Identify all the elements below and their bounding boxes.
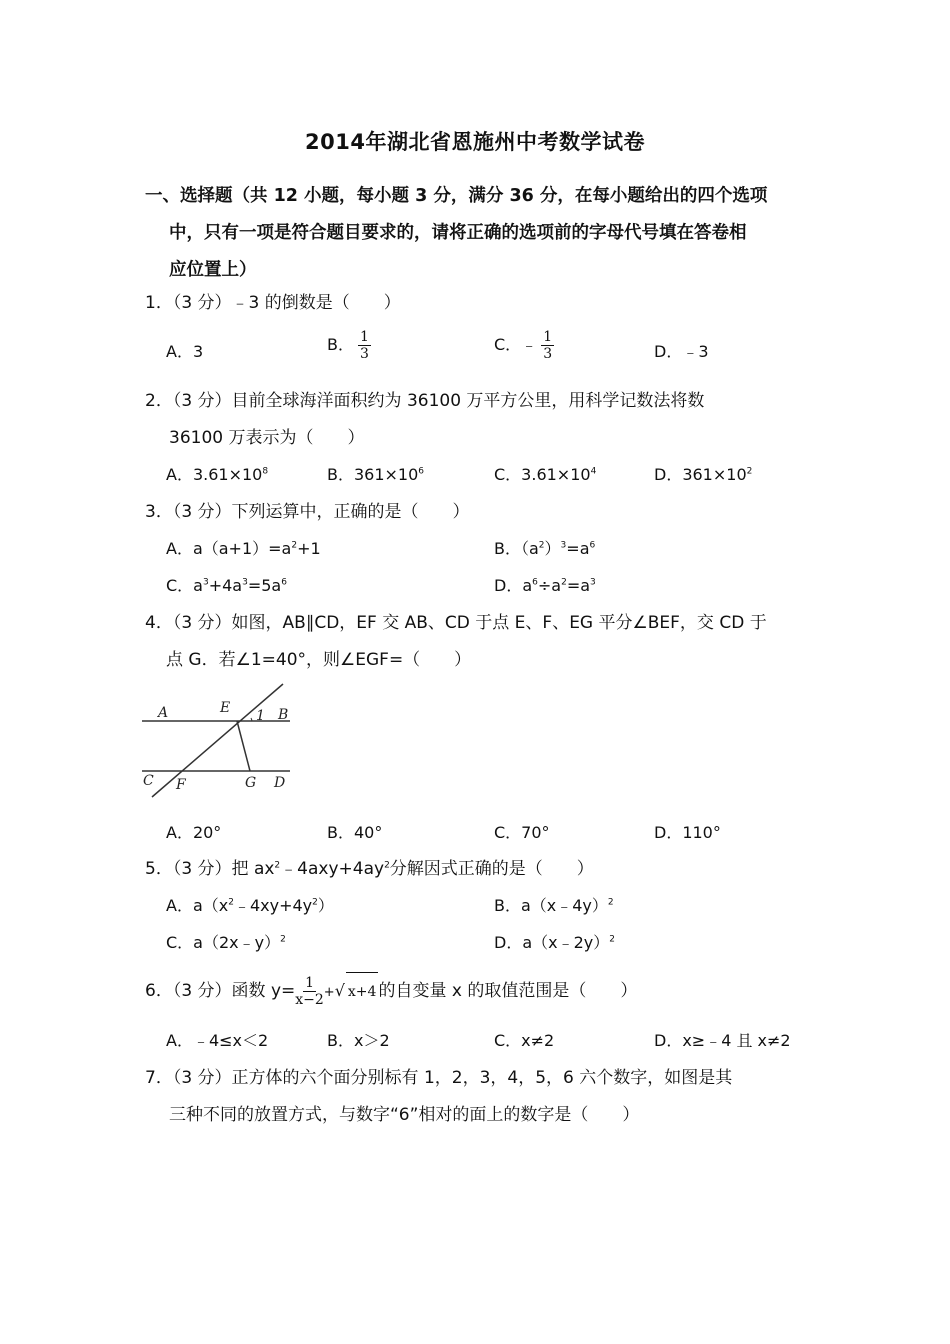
q4-option-b: B．40° xyxy=(327,823,383,842)
label-a: A xyxy=(158,705,169,721)
q2-option-a xyxy=(166,464,268,486)
q2-option-d xyxy=(654,464,752,486)
line-ef xyxy=(152,684,286,797)
q3-b-part: =a xyxy=(566,539,590,558)
q6-option-c: C．x≠2 xyxy=(494,1031,555,1050)
q5-stem-part: 5．（3 分）把 ax xyxy=(145,859,275,879)
q4-option-d: D．110° xyxy=(654,823,721,842)
q3-a-part: +1 xyxy=(297,539,321,558)
q3-d-part: =a xyxy=(566,576,591,595)
q3-c-part: +4a xyxy=(208,576,243,595)
q3-a-exponent: 2 xyxy=(291,540,298,551)
q3-d-exponent: 2 xyxy=(561,577,567,588)
q3-option-a xyxy=(166,538,321,560)
label-b: B xyxy=(278,707,289,723)
q3-b-exponent: 2 xyxy=(538,540,545,551)
parallel-lines-figure xyxy=(140,680,300,800)
label-e: E xyxy=(220,700,231,716)
q5-option-c xyxy=(166,932,286,954)
q5-b-exponent: 2 xyxy=(607,897,614,908)
q1-option-b-fraction xyxy=(358,330,371,361)
q5-c-exponent: 2 xyxy=(280,934,286,945)
q1-option-d: D．﹣3 xyxy=(654,342,709,361)
sqrt-icon: √ xyxy=(334,981,345,1000)
q5-stem-part: 分解因式正确的是（ ） xyxy=(389,859,594,879)
q5-a-part: ） xyxy=(317,896,334,915)
question-7-stem-line-1: 7．（3 分）正方体的六个面分别标有 1，2，3，4，5，6 六个数字，如图是其 xyxy=(145,1068,733,1088)
q1-option-c-prefix: C．﹣ xyxy=(494,335,538,354)
q3-b-part: ） xyxy=(544,539,561,558)
q2-b-exponent: 6 xyxy=(418,466,425,477)
q2-d-base: D．361×10 xyxy=(654,465,747,484)
q2-a-exponent: 8 xyxy=(262,466,269,477)
page-title: 2014年湖北省恩施州中考数学试卷 xyxy=(305,130,645,154)
q6-option-a: A．﹣4≤x＜2 xyxy=(166,1031,269,1050)
q5-a-part: A．a（x xyxy=(166,896,229,915)
q3-c-part: =5a xyxy=(247,576,282,595)
q5-stem-part: ﹣4axy+4ay xyxy=(280,859,385,879)
q5-b-part: B．a（x﹣4y） xyxy=(494,896,608,915)
q3-d-part: ÷a xyxy=(537,576,562,595)
question-2-stem-line-2: 36100 万表示为（ ） xyxy=(169,428,365,448)
question-3-stem: 3．（3 分）下列运算中，正确的是（ ） xyxy=(145,502,470,522)
section-line-1: 一、选择题（共 12 小题，每小题 3 分，满分 36 分，在每小题给出的四个选项 xyxy=(145,186,768,206)
q1-option-a: A．3 xyxy=(166,342,204,361)
q4-option-a: A．20° xyxy=(166,823,222,842)
q3-b-part: B．（a xyxy=(494,539,539,558)
q6-option-b: B．x＞2 xyxy=(327,1031,390,1050)
segment-eg xyxy=(237,721,250,771)
q5-stem-exponent: 2 xyxy=(274,860,281,871)
q3-c-exponent: 3 xyxy=(242,577,248,588)
q2-option-c xyxy=(494,464,596,486)
fraction-numerator: 1 xyxy=(359,329,369,345)
q3-c-exponent: 3 xyxy=(202,577,209,588)
q5-a-part: ﹣4xy+4y xyxy=(233,896,313,915)
q3-d-exponent: 3 xyxy=(590,577,596,588)
fraction-numerator: 1 xyxy=(543,329,553,345)
section-line-2: 中，只有一项是符合题目要求的，请将正确的选项前的字母代号填在答卷相 xyxy=(169,223,747,243)
q5-option-b xyxy=(494,895,614,917)
q5-option-d xyxy=(494,932,615,954)
section-heading xyxy=(145,178,810,289)
question-7-stem-line-2: 三种不同的放置方式，与数字“6”相对的面上的数字是（ ） xyxy=(169,1105,640,1125)
q2-b-base: B．361×10 xyxy=(327,465,419,484)
question-1-stem: 1．（3 分）﹣3 的倒数是（ ） xyxy=(145,293,401,313)
q6-stem-part: 6．（3 分）函数 y= xyxy=(145,981,296,1001)
q3-c-exponent: 6 xyxy=(281,577,287,588)
section-line-3: 应位置上） xyxy=(169,260,257,280)
q3-option-d xyxy=(494,575,596,597)
q2-a-base: A．3.61×10 xyxy=(166,465,263,484)
fraction-denominator: 3 xyxy=(359,346,369,362)
q3-d-exponent: 6 xyxy=(532,577,538,588)
q2-option-b xyxy=(327,464,424,486)
q3-option-b xyxy=(494,538,595,560)
q1-option-c xyxy=(494,330,554,361)
fraction-denominator: 3 xyxy=(543,346,553,362)
question-4-stem-line-1: 4．（3 分）如图，AB∥CD，EF 交 AB、CD 于点 E、F、EG 平分∠BEF，交 CD 于 xyxy=(145,613,767,633)
q5-d-part: D．a（x﹣2y） xyxy=(494,933,610,952)
q2-c-base: C．3.61×10 xyxy=(494,465,591,484)
q4-option-c: C．70° xyxy=(494,823,550,842)
q6-stem-part: 的自变量 x 的取值范围是（ ） xyxy=(378,981,638,1001)
q6-fraction xyxy=(295,976,324,1007)
label-d: D xyxy=(274,775,286,791)
q5-a-exponent: 2 xyxy=(312,897,318,908)
fraction-numerator: 1 xyxy=(305,974,314,991)
q3-b-exponent: 3 xyxy=(560,540,567,551)
q2-d-exponent: 2 xyxy=(746,466,753,477)
q3-d-part: D．a xyxy=(494,576,533,595)
q6-sqrt-body: x+4 xyxy=(346,972,379,1011)
q1-option-b-prefix: B． xyxy=(327,335,354,354)
q1-option-c-fraction xyxy=(541,330,554,361)
q6-plus-sign: + xyxy=(323,985,335,1000)
q2-c-exponent: 4 xyxy=(590,466,597,477)
q3-a-part: A．a（a+1）=a xyxy=(166,539,292,558)
fraction-denominator: x−2 xyxy=(295,991,324,1008)
q5-c-part: C．a（2x﹣y） xyxy=(166,933,281,952)
q3-c-part: C．a xyxy=(166,576,203,595)
q5-stem-exponent: 2 xyxy=(384,860,390,871)
label-1: 1 xyxy=(256,708,265,724)
question-5-stem xyxy=(145,858,594,880)
q5-a-exponent: 2 xyxy=(228,897,234,908)
q3-option-c xyxy=(166,575,287,597)
q5-d-exponent: 2 xyxy=(609,934,615,945)
label-c: C xyxy=(143,773,154,789)
label-f: F xyxy=(176,777,186,793)
question-4-stem-line-2: 点 G．若∠1=40°，则∠EGF=（ ） xyxy=(166,650,472,670)
q3-b-exponent: 6 xyxy=(589,540,596,551)
q6-option-d: D．x≥﹣4 且 x≠2 xyxy=(654,1031,791,1050)
question-2-stem-line-1: 2．（3 分）目前全球海洋面积约为 36100 万平方公里，用科学记数法将数 xyxy=(145,391,705,411)
q5-option-a xyxy=(166,895,334,917)
question-6-stem xyxy=(145,972,637,1012)
q1-option-b xyxy=(327,330,371,361)
label-g: G xyxy=(245,775,257,791)
